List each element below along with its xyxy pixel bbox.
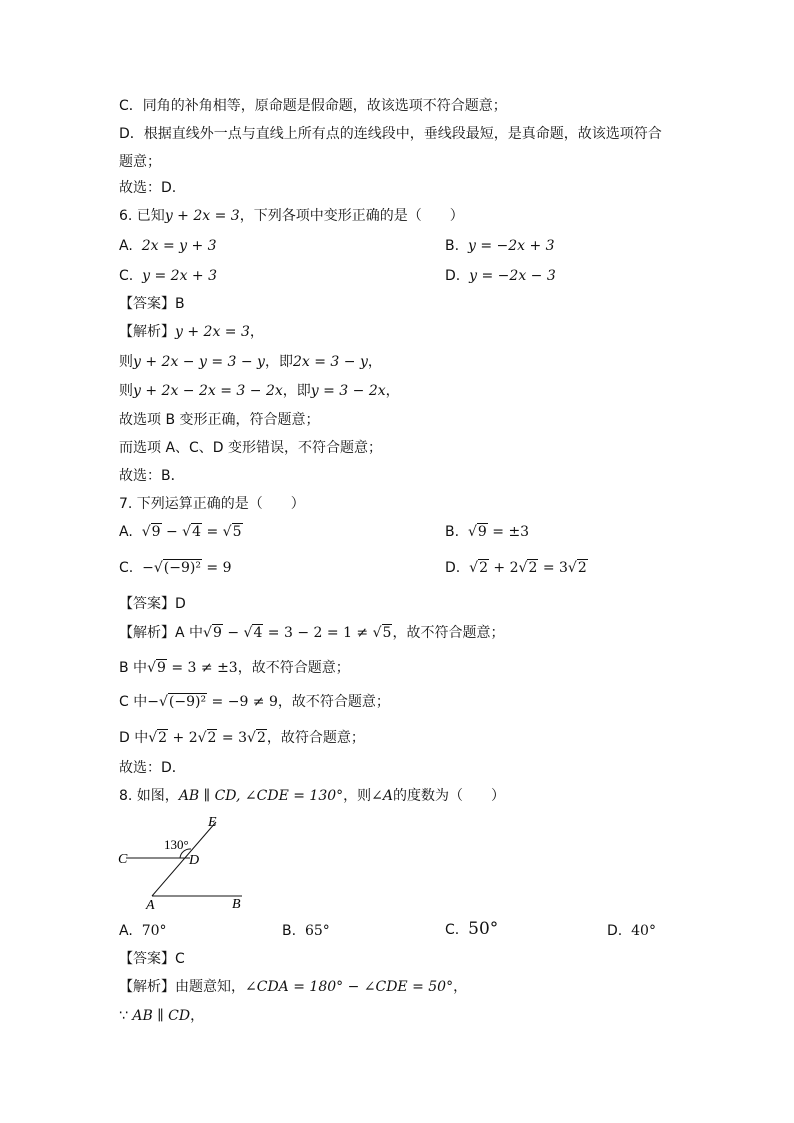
q6-analysis-1: 【解析】y + 2x = 3， [119, 324, 264, 340]
prev-option-d-line1: D．根据直线外一点与直线上所有点的连线段中，垂线段最短，是真命题，故该选项符合 [119, 126, 662, 142]
q6-analysis-2: 则y + 2x − y = 3 − y，即2x = 3 − y， [119, 354, 382, 370]
label-angle-130: 130° [164, 837, 189, 852]
q8-title: 8. 如图，AB ∥ CD, ∠CDE = 130°，则∠A的度数为（ ） [119, 788, 505, 804]
label-d: D [189, 853, 200, 868]
q7-analysis-a: 【解析】A 中√9 − √4 = 3 − 2 = 1 ≠ √5，故不符合题意； [119, 625, 505, 641]
prev-option-c: C．同角的补角相等，原命题是假命题，故该选项不符合题意； [119, 98, 507, 114]
q6-analysis-4: 故选项 B 变形正确，符合题意； [119, 412, 320, 428]
prev-option-d-line2: 题意； [119, 154, 161, 170]
line-ae [152, 822, 216, 896]
q6-analysis-5: 而选项 A、C、D 变形错误，不符合题意； [119, 440, 383, 456]
q8-option-b: B. 65° [282, 923, 330, 939]
q7-option-b: B. √9 = ±3 [445, 524, 530, 540]
q6-option-b: B. y = −2x + 3 [445, 238, 555, 254]
q7-choose: 故选：D． [119, 760, 186, 776]
q8-option-c: C. 50° [445, 919, 499, 939]
q8-analysis-2: ∵ AB ∥ CD， [119, 1008, 205, 1024]
q6-equation: y + 2x = 3 [164, 208, 240, 224]
prev-choose: 故选：D. [119, 180, 177, 196]
q6-analysis-3: 则y + 2x − 2x = 3 − 2x，即y = 3 − 2x， [119, 383, 400, 399]
q7-answer: 【答案】D [119, 596, 186, 612]
q7-analysis-b: B 中√9 = 3 ≠ ±3，故不符合题意； [119, 660, 350, 676]
q7-analysis-d: D 中√2 + 2√2 = 3√2，故符合题意； [119, 730, 365, 746]
label-a: A [146, 898, 155, 912]
q8-option-a: A. 70° [119, 923, 167, 939]
q8-option-d: D. 40° [607, 923, 656, 939]
q7-analysis-c: C 中−√(−9)² = −9 ≠ 9，故不符合题意； [119, 694, 390, 710]
q7-option-d: D. √2 + 2√2 = 3√2 [445, 560, 587, 576]
label-c: C [118, 852, 128, 867]
q7-option-a: A. √9 − √4 = √5 [119, 524, 242, 540]
q8-answer: 【答案】C [119, 951, 185, 967]
q7-title: 7. 下列运算正确的是（ ） [119, 496, 305, 512]
q6-title: 6. 已知y + 2x = 3，下列各项中变形正确的是（ ） [119, 208, 464, 224]
q6-option-a: A. 2x = y + 3 [119, 238, 217, 254]
q6-option-d: D. y = −2x − 3 [445, 268, 556, 284]
q6-option-c: C. y = 2x + 3 [119, 268, 218, 284]
label-e: E [208, 815, 217, 830]
q8-geometry-figure [112, 812, 252, 912]
q7-option-c: C. −√(−9)² = 9 [119, 560, 232, 576]
q8-analysis-1: 【解析】由题意知，∠CDA = 180° − ∠CDE = 50°， [119, 979, 468, 995]
label-b: B [232, 897, 241, 912]
q6-choose: 故选：B． [119, 468, 185, 484]
q6-answer: 【答案】B [119, 296, 185, 312]
